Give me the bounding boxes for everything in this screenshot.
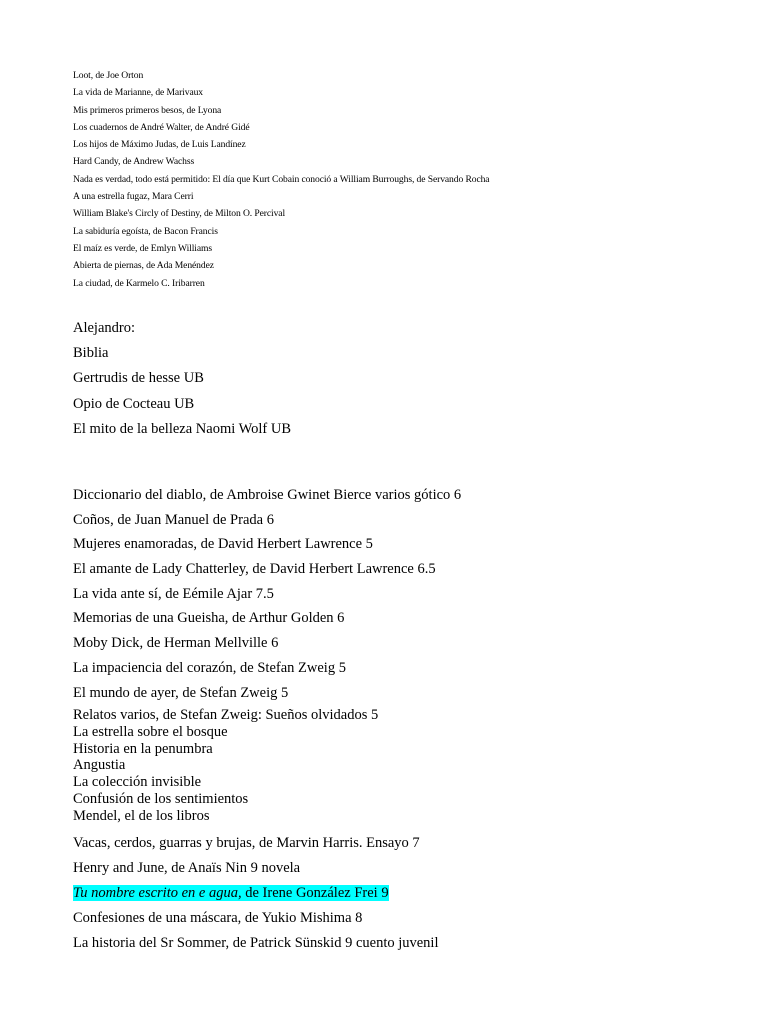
list-item: A una estrella fugaz, Mara Cerri — [73, 191, 194, 203]
alejandro-list — [73, 316, 291, 442]
list-item: Memorias de una Gueisha, de Arthur Golden 6 — [73, 610, 345, 627]
list-item: Abierta de piernas, de Ada Menéndez — [73, 260, 214, 272]
list-item: Loot, de Joe Orton — [73, 70, 144, 81]
list-item: La vida de Marianne, de Marivaux — [73, 87, 203, 99]
author-rating: de Irene González Frei 9 — [241, 884, 389, 901]
list-item: Hard Candy, de Andrew Wachss — [73, 156, 195, 168]
list-item: Nada es verdad, todo está permitido: El día que Kurt Cobain conoció a William Burroughs, de Servando Rocha — [73, 173, 490, 185]
list-item: Los hijos de Máximo Judas, de Luis Landínez — [73, 139, 246, 151]
list-item: El mundo de ayer, de Stefan Zweig 5 — [73, 684, 289, 701]
list-item: Confesiones de una máscara, de Yukio Mishima 8 — [73, 909, 363, 926]
list-item: Confusión de los sentimientos — [73, 790, 249, 807]
italic-title: Tu nombre escrito en e agua, — [73, 884, 242, 901]
list-item: Opio de Cocteau UB — [73, 395, 195, 412]
list-item: La impaciencia del corazón, de Stefan Zweig 5 — [73, 659, 346, 676]
list-item: El amante de Lady Chatterley, de David Herbert Lawrence 6.5 — [73, 561, 436, 578]
highlighted-list-item — [73, 881, 439, 906]
list-item: William Blake's Circly of Destiny, de Milton O. Percival — [73, 208, 286, 220]
list-item: Angustia — [73, 757, 126, 774]
list-item: Vacas, cerdos, guarras y brujas, de Marvin Harris. Ensayo 7 — [73, 835, 420, 851]
list-item: Relatos varios, de Stefan Zweig: Sueños olvidados 5 — [73, 707, 379, 723]
zweig-stories-list — [73, 707, 378, 825]
list-item: La ciudad, de Karmelo C. Iribarren — [73, 277, 205, 289]
list-item: Gertrudis de hesse UB — [73, 370, 204, 387]
list-item: La estrella sobre el bosque — [73, 723, 228, 740]
highlight-span — [73, 885, 389, 901]
list-item: Biblia — [73, 345, 109, 362]
list-item: La sabiduría egoísta, de Bacon Francis — [73, 225, 218, 237]
list-item: La historia del Sr Sommer, de Patrick Sünskid 9 cuento juvenil — [73, 934, 439, 951]
list-item: Historia en la penumbra — [73, 740, 213, 757]
list-item: Diccionario del diablo, de Ambroise Gwinet Bierce varios gótico 6 — [73, 487, 462, 503]
list-item: El mito de la belleza Naomi Wolf UB — [73, 420, 292, 437]
more-books-list — [73, 831, 439, 955]
rated-book-list — [73, 483, 461, 705]
list-item: Mis primeros primeros besos, de Lyona — [73, 104, 222, 116]
small-book-list — [73, 67, 489, 292]
list-item: El maíz es verde, de Emlyn Williams — [73, 242, 213, 254]
list-item: Los cuadernos de André Walter, de André Gidé — [73, 121, 250, 133]
list-item: La colección invisible — [73, 774, 202, 791]
section-heading: Alejandro: — [73, 320, 136, 336]
list-item: Coños, de Juan Manuel de Prada 6 — [73, 511, 274, 528]
list-item: La vida ante sí, de Eémile Ajar 7.5 — [73, 585, 274, 602]
list-item: Henry and June, de Anaïs Nin 9 novela — [73, 859, 301, 876]
list-item: Mendel, el de los libros — [73, 807, 210, 824]
list-item: Mujeres enamoradas, de David Herbert Lawrence 5 — [73, 536, 373, 553]
list-item: Moby Dick, de Herman Mellville 6 — [73, 635, 279, 652]
